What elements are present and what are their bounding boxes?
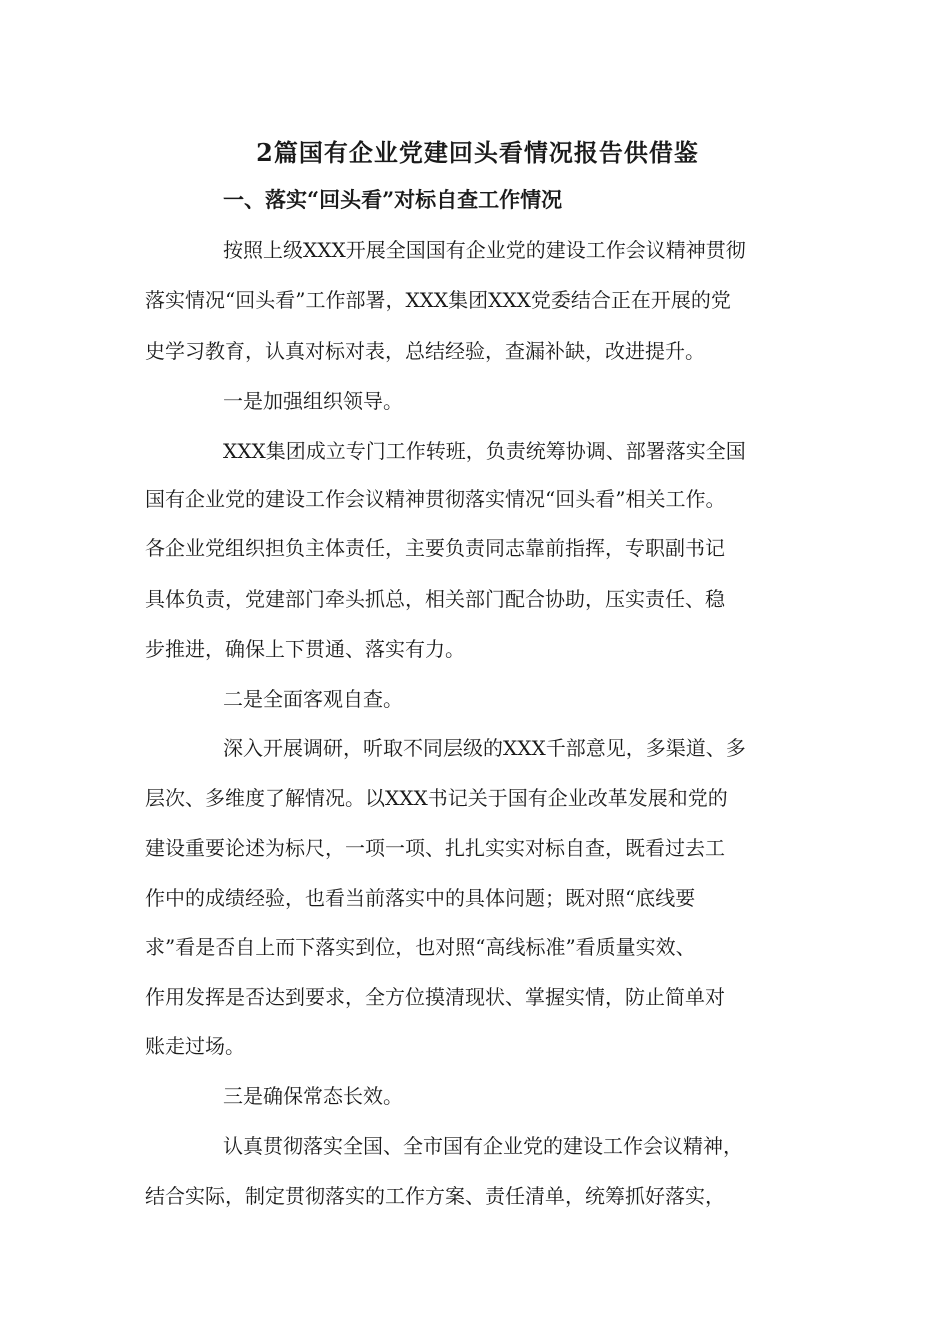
section-heading: 一、落实“回头看”对标自查工作情况	[223, 187, 563, 212]
paragraph-line: 结合实际，制定贯彻落实的工作方案、责任清单，统筹抓好落实，	[145, 1184, 725, 1208]
paragraph-line: 求”看是否自上而下落实到位，也对照“高线标准”看质量实效、	[145, 935, 696, 959]
paragraph-line: 二是全面客观自查。	[223, 687, 403, 711]
paragraph-line: 三是确保常态长效。	[223, 1084, 403, 1108]
paragraph-line: 史学习教育，认真对标对表，总结经验，查漏补缺，改进提升。	[145, 339, 705, 363]
paragraph-line: XXX集团成立专门工作转班，负责统筹协调、部署落实全国	[223, 439, 746, 463]
paragraph-line: 深入开展调研，听取不同层级的XXX千部意见，多渠道、多	[223, 736, 746, 760]
paragraph-line: 层次、多维度了解情况。以XXX书记关于国有企业改革发展和党的	[145, 786, 728, 810]
paragraph-line: 国有企业党的建设工作会议精神贯彻落实情况“回头看”相关工作。	[145, 487, 726, 511]
paragraph-line: 具体负责，党建部门牵头抓总，相关部门配合协助，压实责任、稳	[145, 587, 725, 611]
paragraph-line: 作中的成绩经验，也看当前落实中的具体问题；既对照“底线要	[145, 886, 696, 910]
paragraph-line: 作用发挥是否达到要求，全方位摸清现状、掌握实情，防止简单对	[145, 985, 725, 1009]
paragraph-line: 认真贯彻落实全国、全市国有企业党的建设工作会议精神，	[223, 1134, 743, 1158]
paragraph-line: 步推进，确保上下贯通、落实有力。	[145, 637, 465, 661]
paragraph-line: 账走过场。	[145, 1034, 245, 1058]
document-title: 2篇国有企业党建回头看情况报告供借鉴	[256, 138, 699, 167]
paragraph-line: 建设重要论述为标尺，一项一项、扎扎实实对标自查，既看过去工	[145, 836, 725, 860]
paragraph-line: 各企业党组织担负主体责任，主要负责同志靠前指挥，专职副书记	[145, 536, 725, 560]
paragraph-line: 一是加强组织领导。	[223, 389, 403, 413]
paragraph-line: 按照上级XXX开展全国国有企业党的建设工作会议精神贯彻	[223, 238, 746, 262]
paragraph-line: 落实情况“回头看”工作部署，XXX集团XXX党委结合正在开展的党	[145, 288, 731, 312]
